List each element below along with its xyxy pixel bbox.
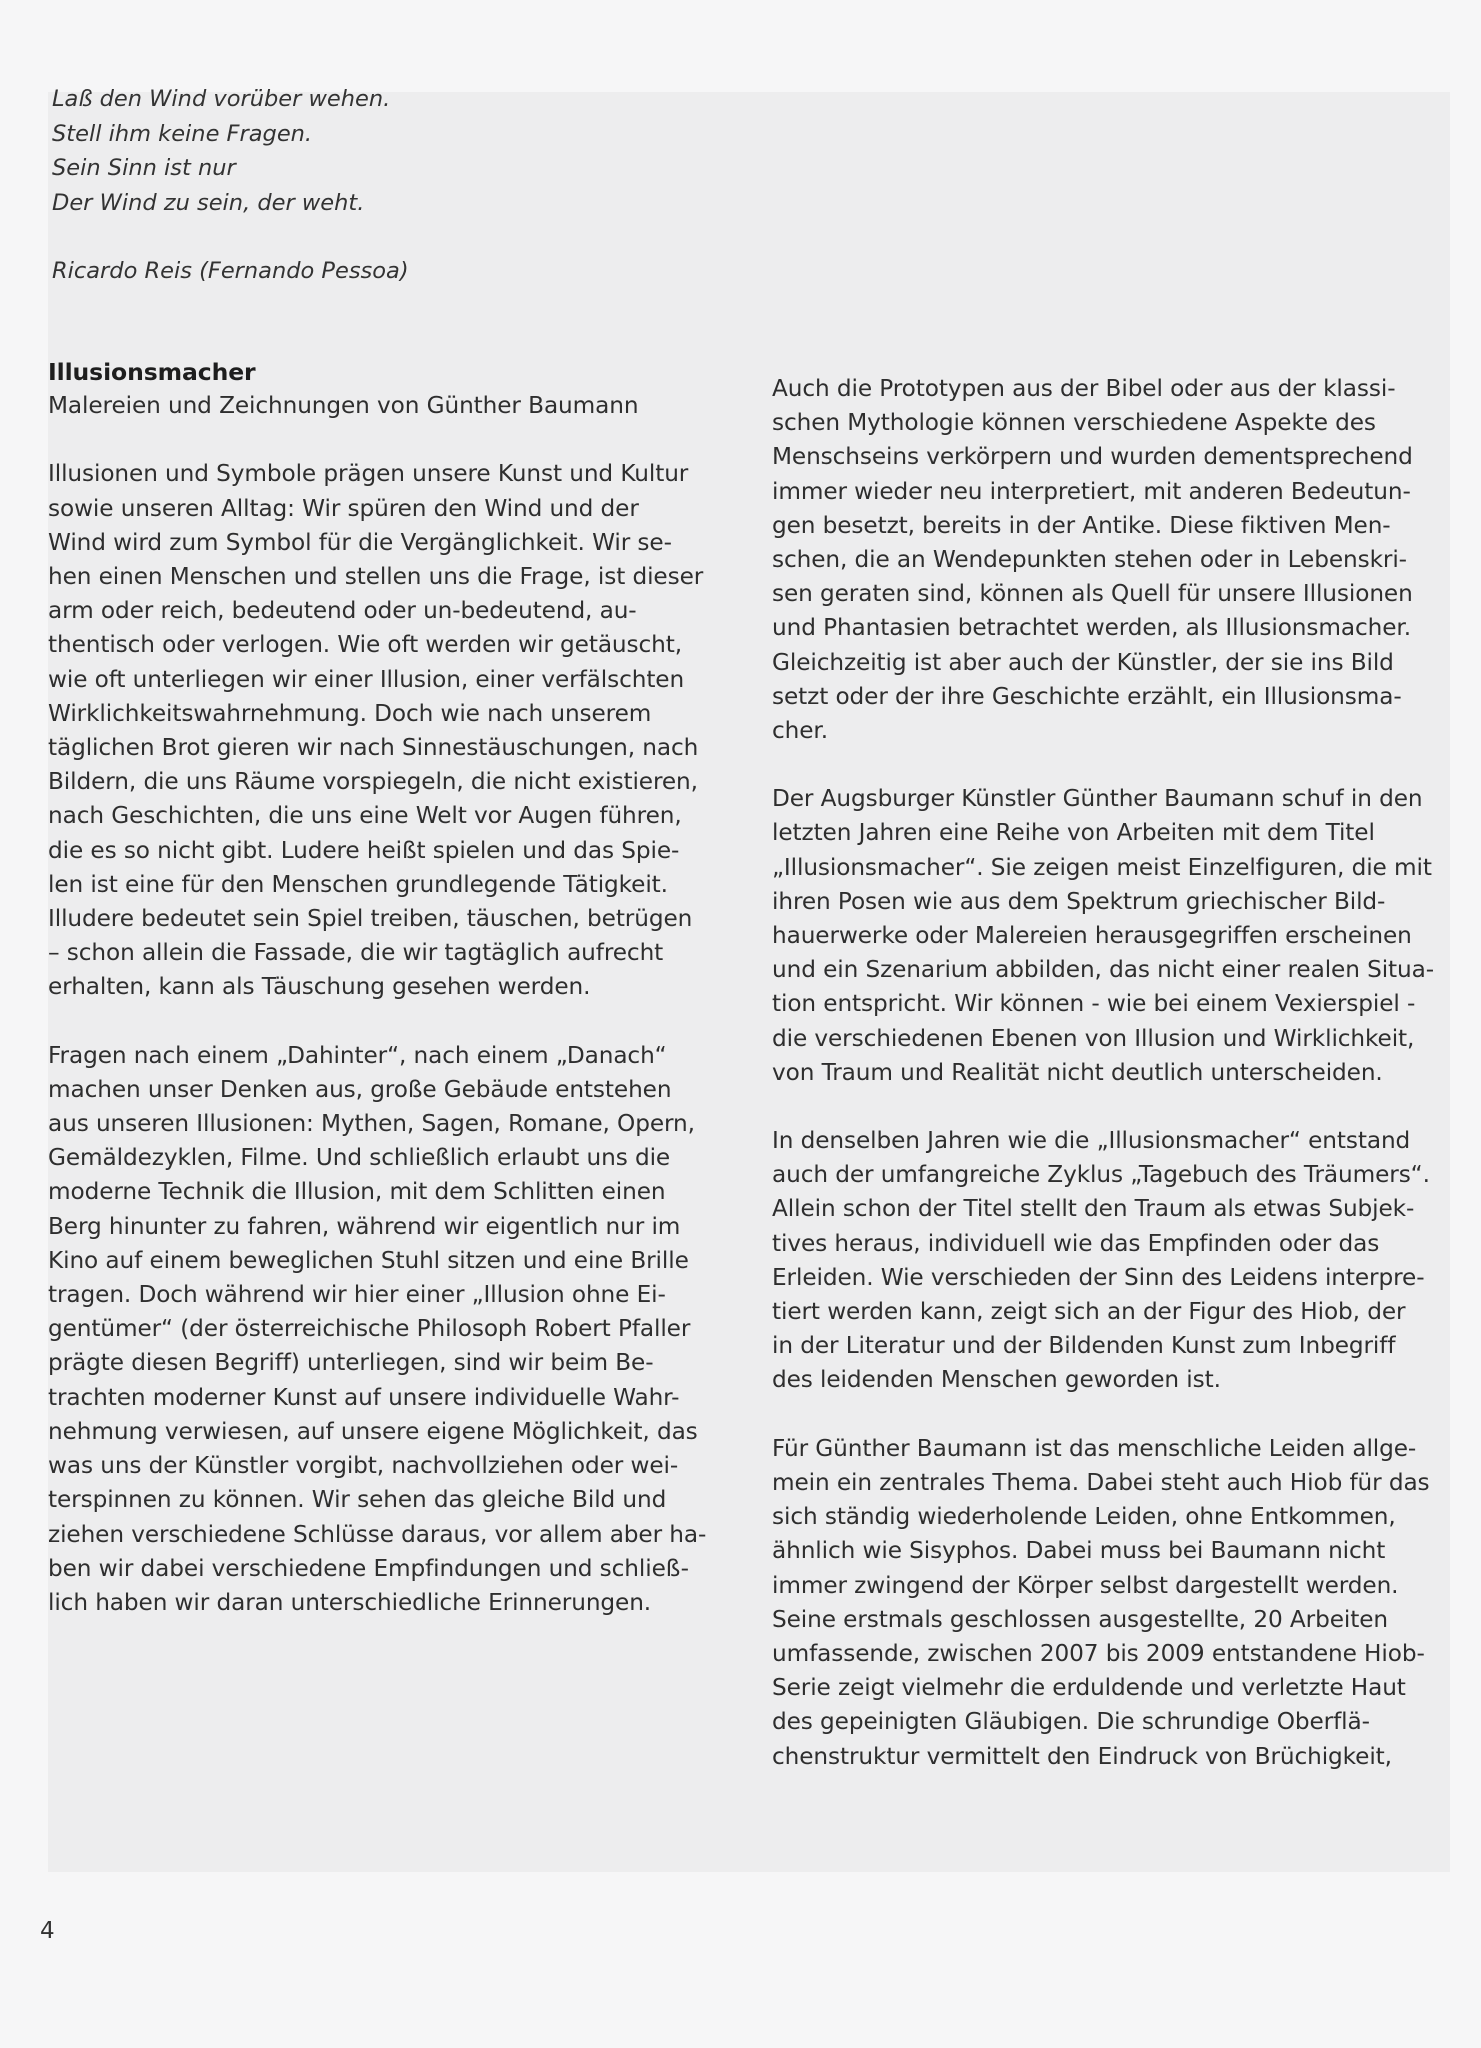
paragraph-line: Illudere bedeutet sein Spiel treiben, täuschen, betrügen xyxy=(48,905,693,933)
paragraph xyxy=(48,457,704,1004)
right-column xyxy=(772,372,1434,1808)
paragraph-line: – schon allein die Fassade, die wir tagtäglich aufrecht xyxy=(48,939,664,967)
paragraph-line: Gleichzeitig ist aber auch der Künstler, der sie ins Bild xyxy=(772,648,1394,676)
paragraph-line: hauerwerke oder Malereien herausgegriffen erscheinen xyxy=(772,922,1412,950)
paragraph-line: trachten moderner Kunst auf unsere individuelle Wahr- xyxy=(48,1383,680,1411)
paragraph-line: thentisch oder verlogen. Wie oft werden wir getäuscht, xyxy=(48,631,683,659)
epigraph xyxy=(52,82,409,289)
paragraph-line: und Phantasien betrachtet werden, als Illusionsmacher. xyxy=(772,614,1411,642)
paragraph-line: Fragen nach einem „Dahinter“, nach einem „Danach“ xyxy=(48,1041,667,1069)
paragraph-line: Wind wird zum Symbol für die Vergänglichkeit. Wir se- xyxy=(48,528,672,556)
paragraph-line: In denselben Jahren wie die „Illusionsmacher“ entstand xyxy=(772,1127,1411,1155)
paragraph-line: terspinnen zu können. Wir sehen das gleiche Bild und xyxy=(48,1486,667,1514)
paragraph-line: tion entspricht. Wir können - wie bei einem Vexierspiel - xyxy=(772,990,1416,1018)
paragraph-line: arm oder reich, bedeutend oder un-bedeutend, au- xyxy=(48,597,637,625)
paragraph-line: in der Literatur und der Bildenden Kunst zum Inbegriff xyxy=(772,1332,1396,1360)
paragraph-line: Für Günther Baumann ist das menschliche Leiden allge- xyxy=(772,1434,1417,1462)
paragraph-line: „Illusionsmacher“. Sie zeigen meist Einzelfiguren, die mit xyxy=(772,853,1432,881)
paragraph-line: letzten Jahren eine Reihe von Arbeiten mit dem Titel xyxy=(772,819,1375,847)
paragraph-line: die verschiedenen Ebenen von Illusion und Wirklichkeit, xyxy=(772,1024,1415,1052)
paragraph-line: cher. xyxy=(772,717,828,745)
paragraph-line: machen unser Denken aus, große Gebäude entstehen xyxy=(48,1075,672,1103)
paragraph-line: nehmung verwiesen, auf unsere eigene Möglichkeit, das xyxy=(48,1417,698,1445)
paragraph-line: Kino auf einem beweglichen Stuhl sitzen und eine Brille xyxy=(48,1246,689,1274)
paragraph-line: Der Augsburger Künstler Günther Baumann schuf in den xyxy=(772,785,1423,813)
paragraph-line: prägte diesen Begriff) unterliegen, sind wir beim Be- xyxy=(48,1349,654,1377)
paragraph xyxy=(772,372,1412,748)
paragraph-line: Bildern, die uns Räume vorspiegeln, die nicht existieren, xyxy=(48,768,698,796)
paragraph-line: gen besetzt, bereits in der Antike. Diese fiktiven Men- xyxy=(772,511,1391,539)
right-paragraphs xyxy=(772,372,1434,1774)
paragraph-line: schen Mythologie können verschiedene Aspekte des xyxy=(772,409,1376,437)
article-title: Illusionsmacher xyxy=(48,358,256,386)
paragraph-line: des gepeinigten Gläubigen. Die schrundige Oberflä- xyxy=(772,1708,1370,1736)
spacer xyxy=(48,423,688,457)
paragraph-line: wie oft unterliegen wir einer Illusion, einer verfälschten xyxy=(48,665,685,693)
paragraph xyxy=(48,1039,707,1620)
paragraph-line: aus unseren Illusionen: Mythen, Sagen, Romane, Opern, xyxy=(48,1110,695,1138)
left-column xyxy=(48,355,707,1654)
paragraph-line: des leidenden Menschen geworden ist. xyxy=(772,1366,1221,1394)
epigraph-author: Ricardo Reis (Fernando Pessoa) xyxy=(52,258,409,284)
paragraph-line: sich ständig wiederholende Leiden, ohne Entkommen, xyxy=(772,1503,1396,1531)
paragraph-line: len ist eine für den Menschen grundlegende Tätigkeit. xyxy=(48,870,668,898)
paragraph-line: tiert werden kann, zeigt sich an der Figur des Hiob, der xyxy=(772,1298,1406,1326)
paragraph-line: Allein schon der Titel stellt den Traum als etwas Subjek- xyxy=(772,1195,1415,1223)
paragraph-line: immer zwingend der Körper selbst dargestellt werden. xyxy=(772,1571,1399,1599)
paragraph-line: täglichen Brot gieren wir nach Sinnestäuschungen, nach xyxy=(48,734,699,762)
paragraph-line: sen geraten sind, können als Quell für unsere Illusionen xyxy=(772,580,1413,608)
epigraph-line: Der Wind zu sein, der weht. xyxy=(52,189,365,216)
paragraph-line: was uns der Künstler vorgibt, nachvollziehen oder wei- xyxy=(48,1452,679,1480)
paragraph-line: tives heraus, individuell wie das Empfinden oder das xyxy=(772,1229,1380,1257)
paragraph-line: umfassende, zwischen 2007 bis 2009 entstandene Hiob- xyxy=(772,1639,1425,1667)
paragraph-line: Menschseins verkörpern und wurden dementsprechend xyxy=(772,443,1413,471)
paragraph-line: ähnlich wie Sisyphos. Dabei muss bei Baumann nicht xyxy=(772,1537,1386,1565)
paragraph-line: lich haben wir daran unterschiedliche Erinnerungen. xyxy=(48,1588,652,1616)
epigraph-line: Sein Sinn ist nur xyxy=(52,155,236,181)
paragraph-line: die es so nicht gibt. Ludere heißt spielen und das Spie- xyxy=(48,836,680,864)
paragraph-line: Serie zeigt vielmehr die erduldende und verletzte Haut xyxy=(772,1674,1406,1702)
paragraph-line: moderne Technik die Illusion, mit dem Schlitten einen xyxy=(48,1178,666,1206)
paragraph-line: ihren Posen wie aus dem Spektrum griechischer Bild- xyxy=(772,887,1386,915)
paragraph-line: von Traum und Realität nicht deutlich unterscheiden. xyxy=(772,1058,1383,1086)
paragraph-line: und ein Szenarium abbilden, das nicht einer realen Situa- xyxy=(772,956,1434,984)
paragraph-line: hen einen Menschen und stellen uns die Frage, ist dieser xyxy=(48,563,704,591)
paragraph-line: setzt oder der ihre Geschichte erzählt, ein Illusionsma- xyxy=(772,682,1402,710)
paragraph-line: tragen. Doch während wir hier einer „Illusion ohne Ei- xyxy=(48,1281,666,1309)
paragraph-line: Wirklichkeitswahrnehmung. Doch wie nach unserem xyxy=(48,699,652,727)
paragraph-line: Seine erstmals geschlossen ausgestellte, 20 Arbeiten xyxy=(772,1605,1388,1633)
paragraph-line: gentümer“ (der österreichische Philosoph Robert Pfaller xyxy=(48,1315,691,1343)
paragraph xyxy=(772,782,1434,1090)
paragraph-line: immer wieder neu interpretiert, mit anderen Bedeutun- xyxy=(772,477,1411,505)
epigraph-line: Stell ihm keine Fragen. xyxy=(52,120,313,147)
paragraph-line: Erleiden. Wie verschieden der Sinn des Leidens interpre- xyxy=(772,1263,1425,1291)
paragraph-line: Gemäldezyklen, Filme. Und schließlich erlaubt uns die xyxy=(48,1144,671,1172)
left-paragraphs xyxy=(48,457,707,1620)
paragraph-line: erhalten, kann als Täuschung gesehen werden. xyxy=(48,973,591,1001)
page-number: 4 xyxy=(40,1918,55,1944)
paragraph-line: auch der umfangreiche Zyklus „Tagebuch des Träumers“. xyxy=(772,1161,1430,1189)
epigraph-line: Laß den Wind vorüber wehen. xyxy=(52,86,391,112)
paragraph-line: mein ein zentrales Thema. Dabei steht auch Hiob für das xyxy=(772,1468,1430,1496)
paragraph-line: ben wir dabei verschiedene Empfindungen und schließ- xyxy=(48,1554,689,1582)
paragraph-line: Auch die Prototypen aus der Bibel oder aus der klassi- xyxy=(772,375,1396,402)
article-subtitle: Malereien und Zeichnungen von Günther Baumann xyxy=(48,392,639,420)
paragraph xyxy=(772,1124,1430,1398)
paragraph-line: chenstruktur vermittelt den Eindruck von Brüchigkeit, xyxy=(772,1742,1392,1770)
paragraph xyxy=(772,1432,1430,1774)
paragraph-line: nach Geschichten, die uns eine Welt vor Augen führen, xyxy=(48,802,682,830)
paragraph-line: schen, die an Wendepunkten stehen oder in Lebenskri- xyxy=(772,546,1407,574)
paragraph-line: Berg hinunter zu fahren, während wir eigentlich nur im xyxy=(48,1212,681,1240)
paragraph-line: ziehen verschiedene Schlüsse daraus, vor allem aber ha- xyxy=(48,1520,707,1548)
paragraph-line: Illusionen und Symbole prägen unsere Kunst und Kultur xyxy=(48,460,689,488)
paragraph-line: sowie unseren Alltag: Wir spüren den Wind und der xyxy=(48,494,639,522)
